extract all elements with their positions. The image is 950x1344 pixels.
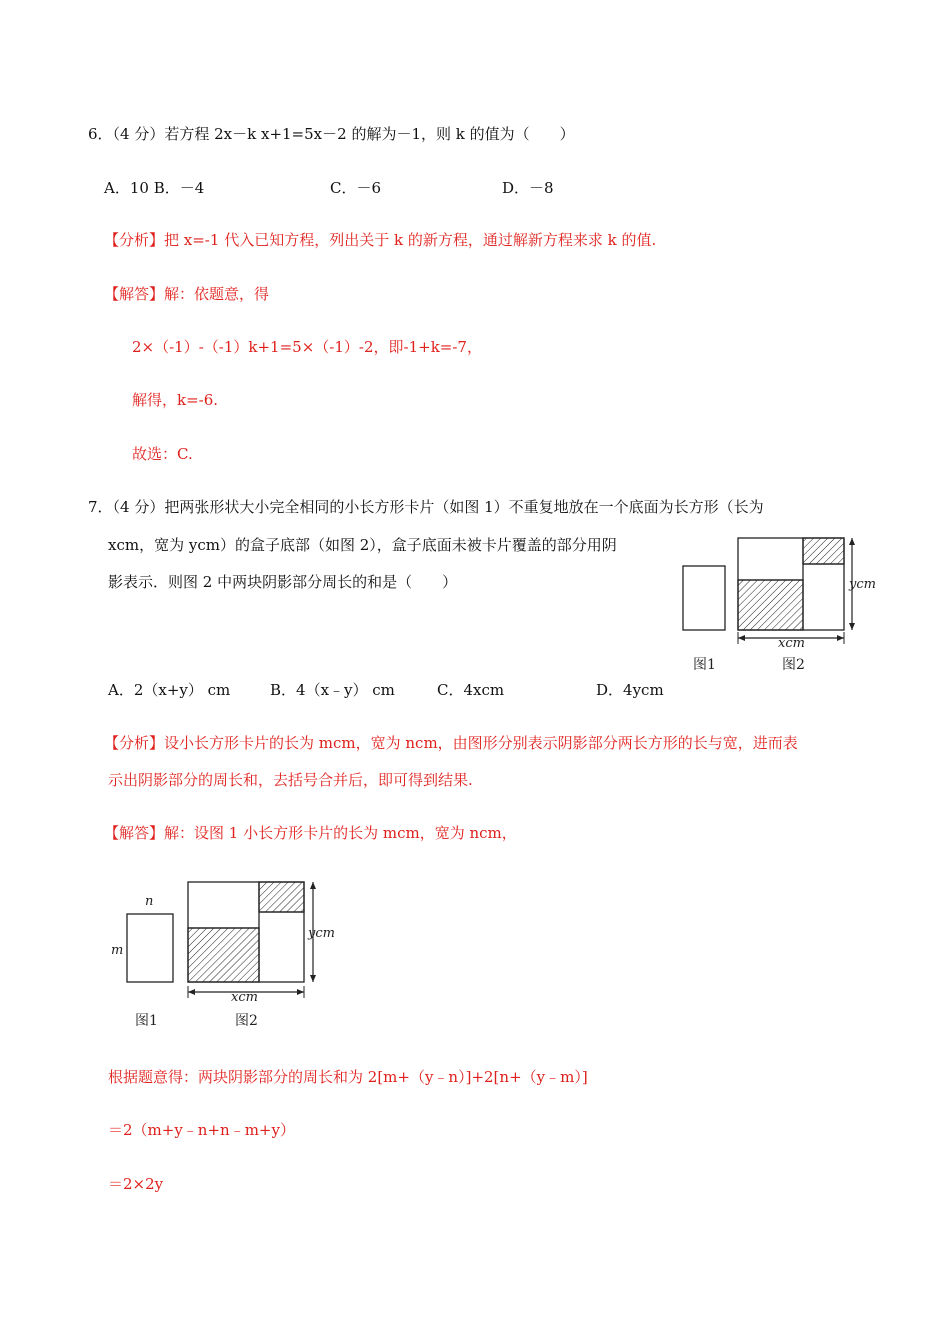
- q6-solution: [104, 284, 269, 304]
- m-label: m: [111, 943, 124, 958]
- q6-points: （4 分）: [112, 125, 165, 143]
- q6-option-d: D．－8: [502, 179, 554, 197]
- q6-stem-line: [88, 124, 575, 144]
- q7-option-a: A．2（x+y） cm: [108, 681, 231, 699]
- sol-fig1-caption: 图1: [135, 1013, 158, 1029]
- q7-figure-solution: [105, 874, 355, 1034]
- q7-result1: 根据题意得：两块阴影部分的周长和为 2[m+（y﹣n）]+2[n+（y﹣m）]: [108, 1068, 588, 1086]
- sol-fig1-card: [127, 914, 173, 982]
- q7-analysis-line2: 示出阴影部分的周长和，去括号合并后，即可得到结果.: [108, 771, 473, 789]
- q7-points: （4 分）: [112, 498, 165, 516]
- fig2-caption: 图2: [782, 657, 805, 673]
- q7-solution: [104, 823, 517, 843]
- sol-x-label: xcm: [231, 990, 258, 1005]
- q7-result3: ＝2×2y: [108, 1175, 164, 1193]
- sol-fig2-caption: 图2: [235, 1013, 258, 1029]
- fig2-shade-top-right: [803, 538, 844, 564]
- q6-step1: 2×（-1）-（-1）k+1=5×（-1）-2，即-1+k=-7，: [132, 338, 482, 356]
- q6-solution-intro: 解：依题意，得: [164, 285, 270, 303]
- sol-shade-top-right: [259, 882, 304, 912]
- q7-stem-line1: [88, 497, 764, 517]
- q6-analysis: [104, 230, 656, 250]
- q6-step3: 故选：C.: [132, 445, 193, 463]
- q6-analysis-text: 把 x=-1 代入已知方程，列出关于 k 的新方程，通过解新方程来求 k 的值.: [164, 231, 657, 249]
- q7-solution-tag: 【解答】: [104, 824, 165, 842]
- q6-option-a-b: A．10 B．－4: [104, 179, 205, 197]
- q7-stem-text1: 把两张形状大小完全相同的小长方形卡片（如图 1）不重复地放在一个底面为长方形（长为: [164, 498, 764, 516]
- sol-shade-bottom-left: [188, 928, 259, 982]
- q6-solution-tag: 【解答】: [104, 285, 165, 303]
- q6-analysis-tag: 【分析】: [104, 231, 165, 249]
- q7-option-d: D．4ycm: [596, 681, 664, 699]
- fig2-shade-bottom-left: [738, 580, 803, 630]
- sol-y-label: ycm: [308, 926, 335, 941]
- q7-option-b: B．4（x﹣y） cm: [270, 681, 395, 699]
- q7-figure-top: [678, 532, 888, 677]
- fig1-caption: 图1: [693, 657, 716, 673]
- q7-option-c: C．4xcm: [437, 681, 505, 699]
- q6-step2: 解得，k=-6.: [132, 391, 219, 409]
- q7-stem-line3: 影表示．则图 2 中两块阴影部分周长的和是（ ）: [108, 573, 458, 591]
- q6-number: 6．: [88, 125, 113, 143]
- fig1-card: [683, 566, 725, 630]
- q7-analysis-text1: 设小长方形卡片的长为 mcm，宽为 ncm，由图形分别表示阴影部分两长方形的长与宽，进而表: [164, 734, 798, 752]
- q7-analysis-line1: [104, 733, 798, 753]
- n-label: n: [145, 894, 154, 909]
- q7-solution-intro: 解：设图 1 小长方形卡片的长为 mcm，宽为 ncm，: [164, 824, 517, 842]
- q7-result2: ＝2（m+y﹣n+n﹣m+y）: [108, 1121, 295, 1139]
- y-dimension-label: ycm: [849, 577, 876, 592]
- x-dimension-label: xcm: [778, 636, 805, 651]
- q7-number: 7．: [88, 498, 113, 516]
- q6-option-c: C．－6: [330, 179, 382, 197]
- q7-stem-line2: xcm，宽为 ycm）的盒子底部（如图 2），盒子底面未被卡片覆盖的部分用阴: [108, 536, 617, 554]
- q6-stem: 若方程 2x－k x+1=5x－2 的解为－1，则 k 的值为（ ）: [164, 125, 575, 143]
- q7-analysis-tag: 【分析】: [104, 734, 165, 752]
